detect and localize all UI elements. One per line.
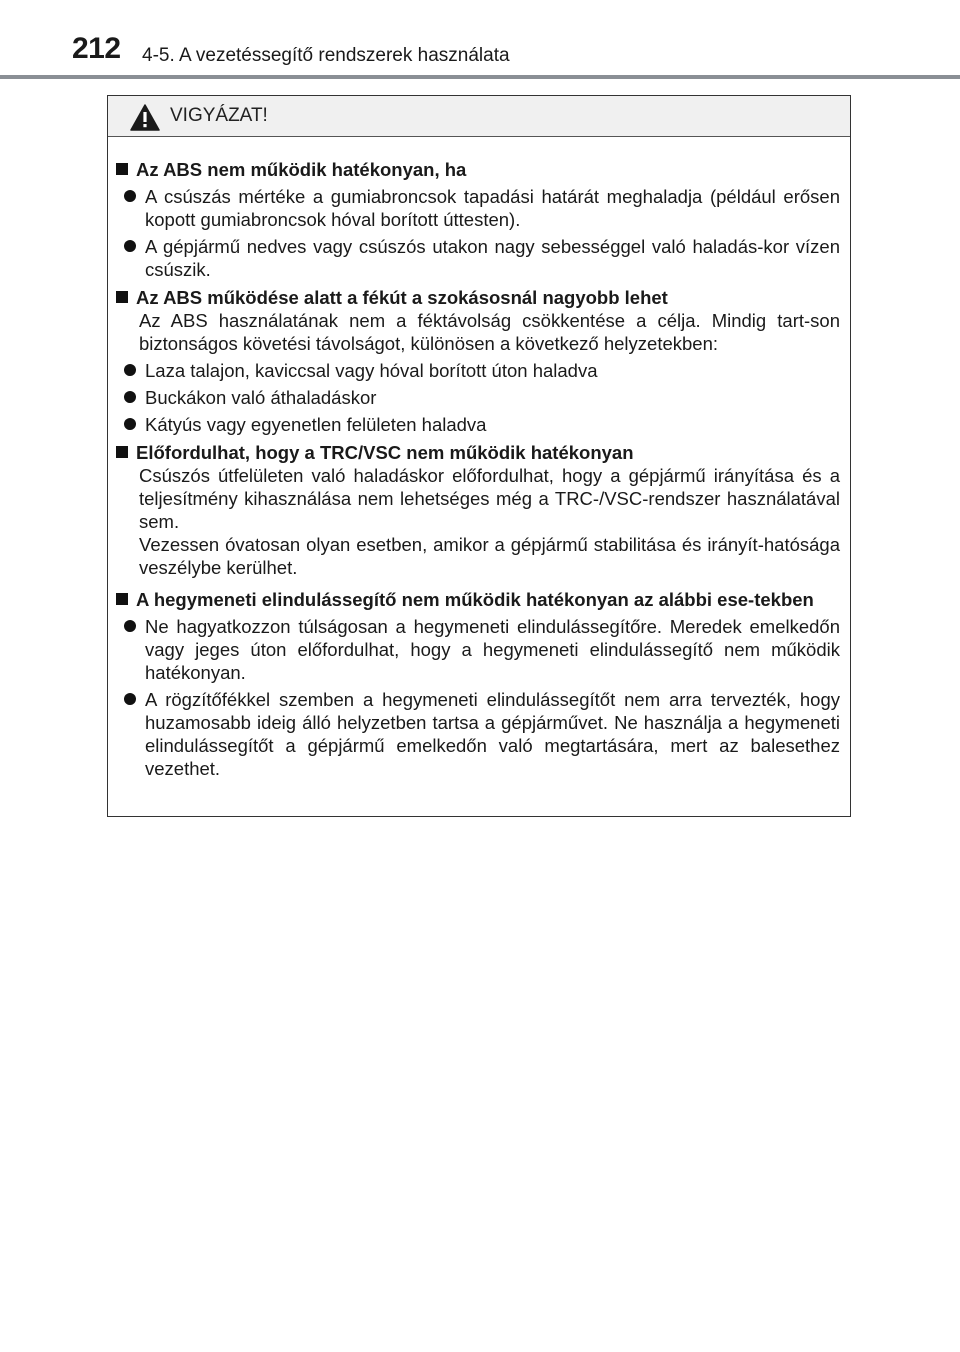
topic-text: Vezessen óvatosan olyan esetben, amikor a gépjármű stabilitása és irányít-hatósága veszélybe kerülhet. bbox=[139, 534, 840, 578]
square-bullet-icon bbox=[116, 291, 128, 303]
circle-bullet-icon bbox=[124, 693, 136, 705]
circle-bullet-icon bbox=[124, 240, 136, 252]
topic-text: Csúszós útfelületen való haladáskor előfordulhat, hogy a gépjármű irányítása és a teljesítmény kihasználása nem lehetséges még a TRC-/VSC-rendszer használatával sem. bbox=[139, 465, 840, 532]
topic bbox=[116, 441, 840, 579]
list-item: A gépjármű nedves vagy csúszós utakon nagy sebességgel való haladás-kor vízen csúszik. bbox=[116, 235, 840, 281]
square-bullet-icon bbox=[116, 593, 128, 605]
page-header bbox=[0, 0, 960, 82]
topic bbox=[116, 286, 840, 436]
list-item: Ne hagyatkozzon túlságosan a hegymeneti elindulássegítőre. Meredek emelkedőn vagy jeges úton előfordulhat, hogy a hegymeneti elindulássegítő nem működik hatékonyan. bbox=[116, 615, 840, 684]
topic-heading: Az ABS nem működik hatékonyan, ha bbox=[116, 158, 840, 181]
list-item: A csúszás mértéke a gumiabroncsok tapadási határát meghaladja (például erősen kopott gumiabroncsok hóval borított úttesten). bbox=[116, 185, 840, 231]
topic bbox=[116, 588, 840, 780]
topic-heading: Az ABS működése alatt a fékút a szokásosnál nagyobb lehet bbox=[116, 286, 840, 309]
list-item: Buckákon való áthaladáskor bbox=[116, 386, 840, 409]
warning-triangle-icon bbox=[130, 104, 160, 131]
circle-bullet-icon bbox=[124, 620, 136, 632]
topic bbox=[116, 158, 840, 281]
circle-bullet-icon bbox=[124, 418, 136, 430]
topic-heading: A hegymeneti elindulássegítő nem működik hatékonyan az alábbi ese-tekben bbox=[116, 588, 840, 611]
list-item: Laza talajon, kaviccsal vagy hóval borított úton haladva bbox=[116, 359, 840, 382]
warning-label: VIGYÁZAT! bbox=[170, 105, 268, 126]
topic-text: Az ABS használatának nem a féktávolság csökkentése a célja. Mindig tart-son biztonságos követési távolságot, különösen a következő helyzetekben: bbox=[139, 310, 840, 354]
circle-bullet-icon bbox=[124, 364, 136, 376]
warning-header bbox=[108, 96, 850, 137]
warning-box bbox=[107, 95, 851, 817]
square-bullet-icon bbox=[116, 163, 128, 175]
page-number: 212 bbox=[72, 32, 121, 65]
circle-bullet-icon bbox=[124, 391, 136, 403]
square-bullet-icon bbox=[116, 446, 128, 458]
circle-bullet-icon bbox=[124, 190, 136, 202]
topic-heading: Előfordulhat, hogy a TRC/VSC nem működik hatékonyan bbox=[116, 441, 840, 464]
list-item: A rögzítőfékkel szemben a hegymeneti elindulássegítőt nem arra tervezték, hogy huzamosabb ideig álló helyzetben tartsa a gépjárművet. Ne használja a hegymeneti elindulássegítőt a gépjármű emelkedőn való megtartására, mert az balesethez vezethet. bbox=[116, 688, 840, 780]
list-item: Kátyús vagy egyenetlen felületen haladva bbox=[116, 413, 840, 436]
section-title: 4-5. A vezetéssegítő rendszerek használata bbox=[142, 45, 510, 66]
header-divider bbox=[0, 75, 960, 79]
warning-body bbox=[108, 137, 850, 780]
